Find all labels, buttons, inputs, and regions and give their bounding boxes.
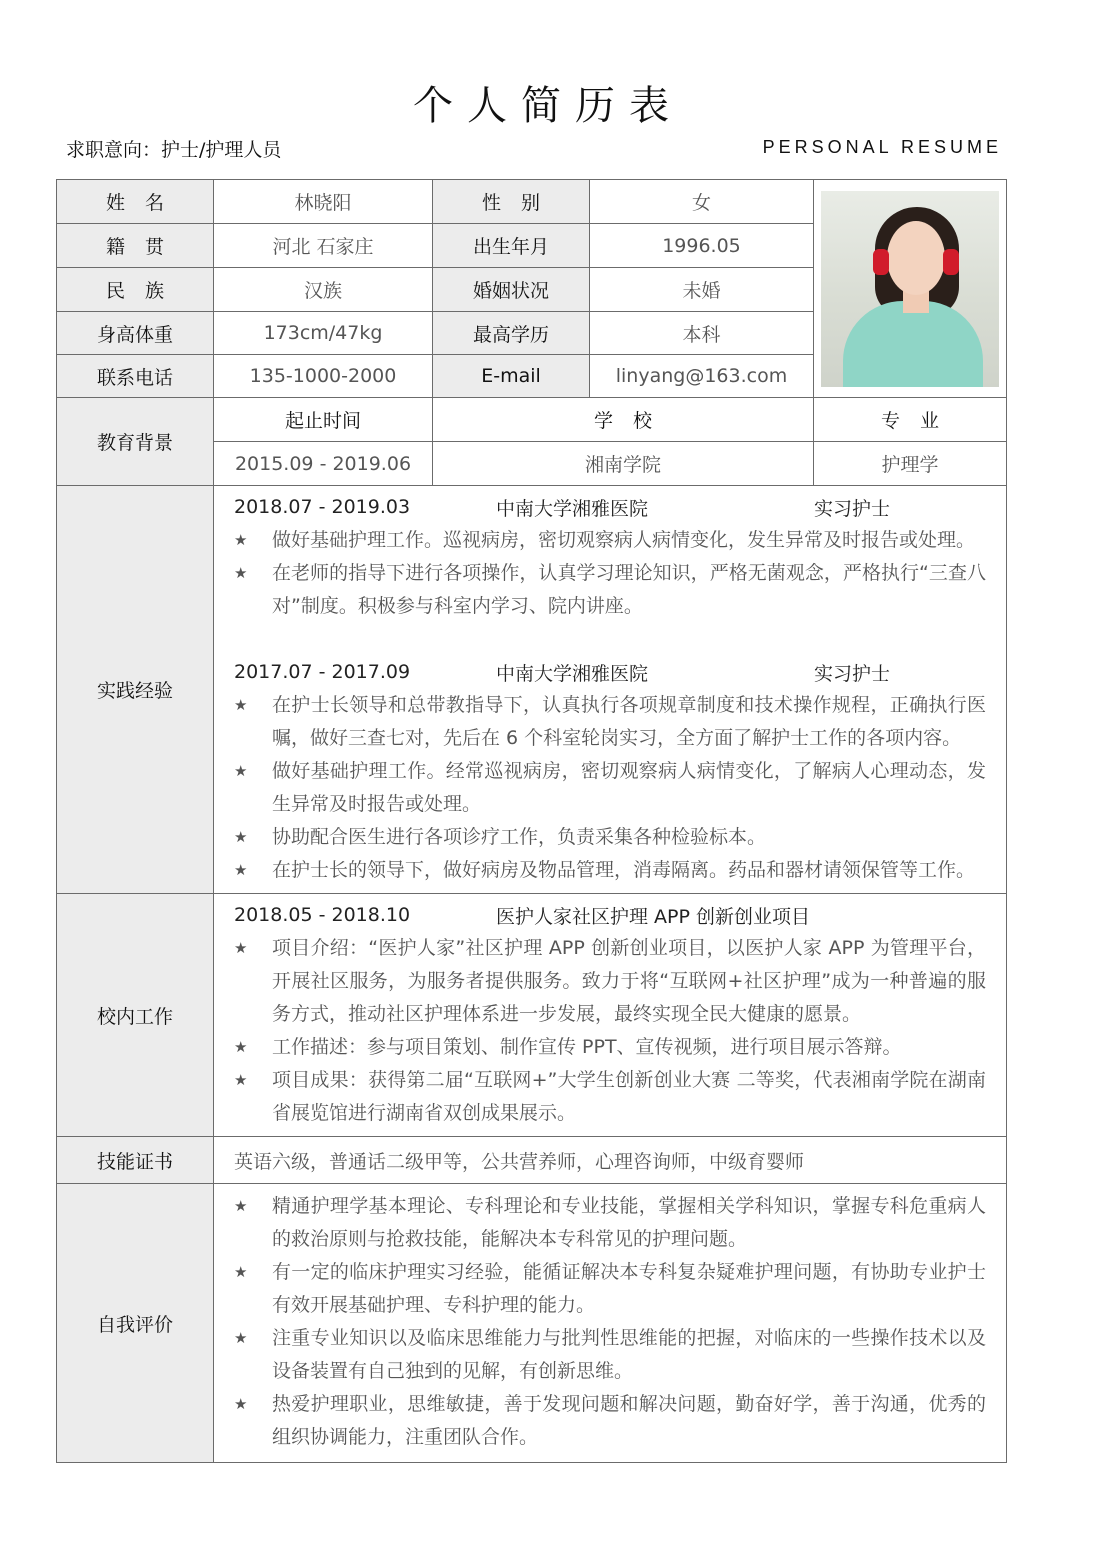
campus-row (57, 894, 1007, 1137)
star-icon: ★ (234, 861, 248, 879)
photo-cell (814, 180, 1007, 398)
education-header-row (57, 398, 1007, 442)
edu-label: 最高学历 (433, 312, 590, 355)
list-item: ★ 在老师的指导下进行各项操作，认真学习理论知识，严格无菌观念，严格执行“三查八对”制度。积极参与科室内学习、院内讲座。 (234, 557, 986, 623)
phone-label: 联系电话 (57, 355, 214, 398)
list-item: ★ 热爱护理职业，思维敏捷，善于发现问题和解决问题，勤奋好学，善于沟通，优秀的组织协调能力，注重团队合作。 (234, 1388, 986, 1454)
list-item: ★ 协助配合医生进行各项诊疗工作，负责采集各种检验标本。 (234, 821, 986, 854)
self-label: 自我评价 (57, 1184, 214, 1463)
star-icon: ★ (234, 696, 248, 714)
marital-value: 未婚 (590, 268, 814, 312)
entry-role: 实习护士 (814, 497, 891, 520)
body-value: 173cm/47kg (214, 312, 433, 355)
page-title: 个人简历表 (413, 83, 683, 129)
entry-date: 2018.07 - 2019.03 (234, 496, 411, 518)
job-intent: 求职意向：护士/护理人员 (66, 139, 282, 161)
list-item: ★ 在护士长领导和总带教指导下，认真执行各项规章制度和技术操作规程，正确执行医嘱，做好三查七对，先后在 6 个科室轮岗实习，全方面了解护士工作的各项内容。 (234, 689, 986, 755)
headphones-icon (873, 249, 889, 275)
campus-content (214, 894, 1007, 1137)
list-item: ★ 做好基础护理工作。经常巡视病房，密切观察病人病情变化，了解病人心理动态，发生异常及时报告或处理。 (234, 755, 986, 821)
star-icon: ★ (234, 1263, 248, 1281)
star-icon: ★ (234, 1197, 248, 1215)
practice-entry (234, 655, 986, 887)
practice-label: 实践经验 (57, 486, 214, 894)
body-label: 身高体重 (57, 312, 214, 355)
entry-org: 中南大学湘雅医院 (496, 497, 649, 520)
list-item: ★ 项目成果：获得第二届“互联网+”大学生创新创业大赛 二等奖，代表湘南学院在湖南省展览馆进行湖南省双创成果展示。 (234, 1064, 986, 1130)
row-name (57, 180, 1007, 224)
practice-row (57, 486, 1007, 894)
skills-value: 英语六级，普通话二级甲等，公共营养师，心理咨询师，中级育婴师 (214, 1137, 1007, 1184)
birth-value: 1996.05 (590, 224, 814, 268)
resume-table (56, 179, 1007, 1463)
skills-row (57, 1137, 1007, 1184)
email-label: E-mail (433, 355, 590, 398)
list-item: ★ 做好基础护理工作。巡视病房，密切观察病人病情变化，发生异常及时报告或处理。 (234, 524, 986, 557)
star-icon: ★ (234, 939, 248, 957)
star-icon: ★ (234, 1395, 248, 1413)
gender-label: 性别 (433, 180, 590, 224)
origin-label: 籍贯 (57, 224, 214, 268)
gender-value: 女 (590, 180, 814, 224)
profile-photo (821, 191, 999, 387)
edu-value: 本科 (590, 312, 814, 355)
entry-role: 实习护士 (814, 662, 891, 685)
list-item: ★ 有一定的临床护理实习经验，能循证解决本专科复杂疑难护理问题，有协助专业护士有效开展基础护理、专科护理的能力。 (234, 1256, 986, 1322)
practice-entry (234, 490, 986, 623)
skills-label: 技能证书 (57, 1137, 214, 1184)
star-icon: ★ (234, 1071, 248, 1089)
edu-col-major: 专业 (814, 398, 1007, 442)
email-value: linyang@163.com (590, 355, 814, 398)
entry-date: 2017.07 - 2017.09 (234, 661, 411, 683)
entry-org: 中南大学湘雅医院 (496, 662, 649, 685)
edu-school: 湘南学院 (433, 442, 814, 486)
education-label: 教育背景 (57, 398, 214, 486)
marital-label: 婚姻状况 (433, 268, 590, 312)
name-label: 姓名 (57, 180, 214, 224)
campus-label: 校内工作 (57, 894, 214, 1137)
birth-label: 出生年月 (433, 224, 590, 268)
star-icon: ★ (234, 762, 248, 780)
practice-content (214, 486, 1007, 894)
entry-date: 2018.05 - 2018.10 (234, 904, 411, 926)
list-item: ★ 工作描述：参与项目策划、制作宣传 PPT、宣传视频，进行项目展示答辩。 (234, 1031, 986, 1064)
phone-value: 135-1000-2000 (214, 355, 433, 398)
edu-major: 护理学 (814, 442, 1007, 486)
entry-project: 医护人家社区护理 APP 创新创业项目 (496, 905, 810, 928)
edu-col-time: 起止时间 (214, 398, 433, 442)
edu-col-school: 学校 (433, 398, 814, 442)
star-icon: ★ (234, 828, 248, 846)
list-item: ★ 精通护理学基本理论、专科理论和专业技能，掌握相关学科知识，掌握专科危重病人的救治原则与抢救技能，能解决本专科常见的护理问题。 (234, 1190, 986, 1256)
list-item: ★ 在护士长的领导下，做好病房及物品管理，消毒隔离。药品和器材请领保管等工作。 (234, 854, 986, 887)
list-item: ★ 项目介绍：“医护人家”社区护理 APP 创新创业项目，以医护人家 APP 为管理平台，开展社区服务，为服务者提供服务。致力于将“互联网+社区护理”成为一种普遍的服务方式，推动社区护理体系进一步发展，最终实现全民大健康的愿景。 (234, 932, 986, 1031)
self-content (214, 1184, 1007, 1463)
star-icon: ★ (234, 1329, 248, 1347)
edu-time: 2015.09 - 2019.06 (214, 442, 433, 486)
origin-value: 河北 石家庄 (214, 224, 433, 268)
list-item: ★ 注重专业知识以及临床思维能力与批判性思维能的把握，对临床的一些操作技术以及设备装置有自己独到的见解，有创新思维。 (234, 1322, 986, 1388)
resume-subtitle: PERSONAL RESUME (762, 137, 1002, 157)
name-value: 林晓阳 (214, 180, 433, 224)
star-icon: ★ (234, 564, 248, 582)
star-icon: ★ (234, 531, 248, 549)
self-row (57, 1184, 1007, 1463)
star-icon: ★ (234, 1038, 248, 1056)
ethnic-value: 汉族 (214, 268, 433, 312)
ethnic-label: 民族 (57, 268, 214, 312)
